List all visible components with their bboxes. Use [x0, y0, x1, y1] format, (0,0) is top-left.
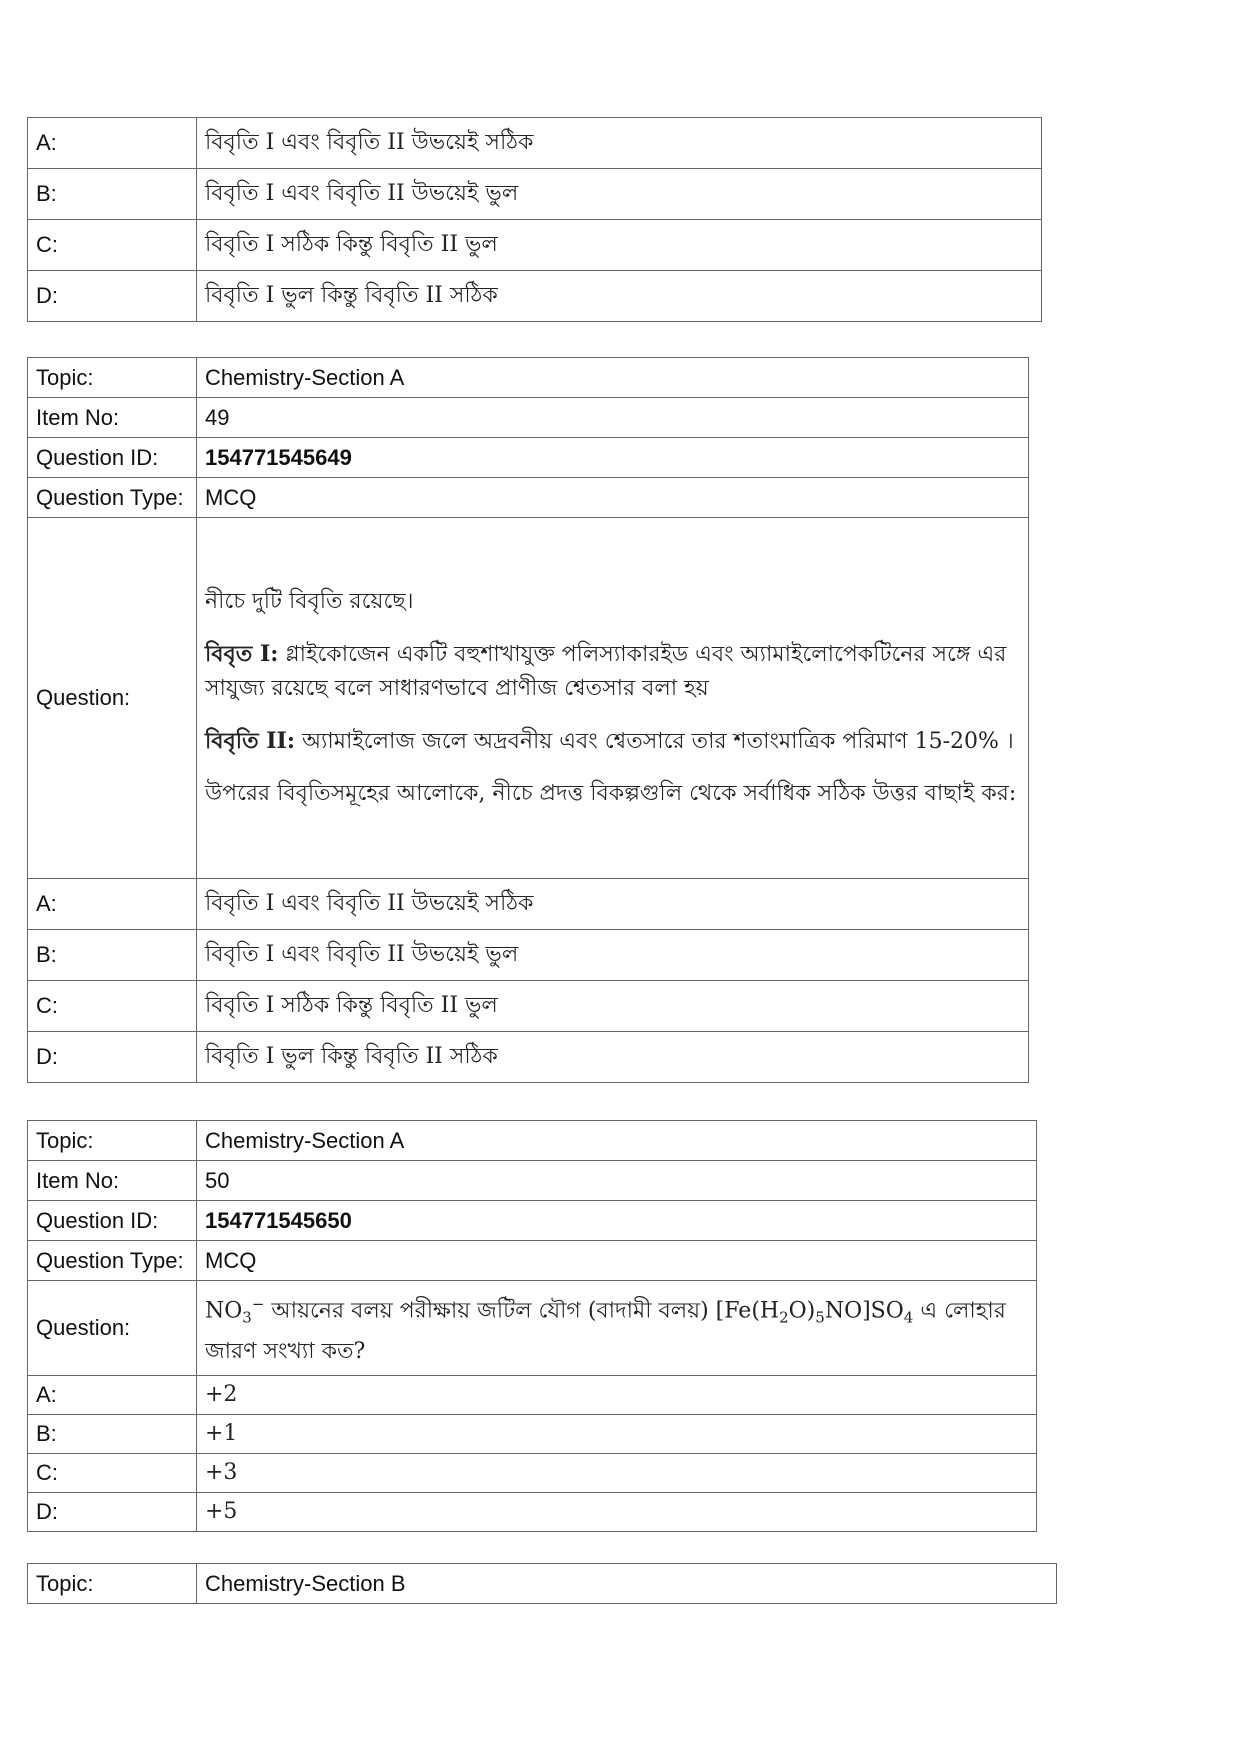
- option-row-d: [28, 271, 1042, 322]
- question-id-value: 154771545649: [197, 438, 1029, 478]
- question-label: Question:: [28, 1281, 197, 1376]
- topic-row: [28, 358, 1029, 398]
- option-label: A:: [28, 1375, 197, 1414]
- statement-1: [205, 637, 1020, 706]
- option-row-a: [28, 1375, 1037, 1414]
- option-text: বিবৃতি I সঠিক কিন্তু বিবৃতি II ভুল: [197, 981, 1029, 1032]
- question-instruction: উপরের বিবৃতিসমূহের আলোকে, নীচে প্রদত্ত বিকল্পগুলি থেকে সর্বাধিক সঠিক উত্তর বাছাই কর:: [205, 781, 1017, 806]
- option-text: +2: [197, 1375, 1037, 1414]
- question-type-value: MCQ: [197, 1241, 1037, 1281]
- question-type-value: MCQ: [197, 478, 1029, 518]
- question-id-value: 154771545650: [197, 1201, 1037, 1241]
- option-row-c: [28, 981, 1029, 1032]
- option-text: +3: [197, 1453, 1037, 1492]
- option-row-d: [28, 1032, 1029, 1083]
- option-text: বিবৃতি I এবং বিবৃতি II উভয়েই সঠিক: [197, 118, 1042, 169]
- option-row-d: [28, 1492, 1037, 1531]
- option-label: C:: [28, 220, 197, 271]
- option-text: বিবৃতি I সঠিক কিন্তু বিবৃতি II ভুল: [197, 220, 1042, 271]
- topic-row: [28, 1564, 1057, 1604]
- option-label: D:: [28, 271, 197, 322]
- topic-label: Topic:: [28, 1121, 197, 1161]
- question-table-50: [27, 1120, 1037, 1532]
- question-row: [28, 518, 1029, 879]
- option-text: +5: [197, 1492, 1037, 1531]
- item-no-value: 49: [197, 398, 1029, 438]
- topic-value: Chemistry-Section A: [197, 1121, 1037, 1161]
- options-table-previous: [27, 117, 1042, 322]
- option-label: A:: [28, 118, 197, 169]
- question-text: [197, 1281, 1037, 1376]
- option-label: B:: [28, 1414, 197, 1453]
- item-no-label: Item No:: [28, 398, 197, 438]
- question-id-label: Question ID:: [28, 1201, 197, 1241]
- question-id-row: [28, 438, 1029, 478]
- option-text: বিবৃতি I ভুল কিন্তু বিবৃতি II সঠিক: [197, 271, 1042, 322]
- topic-row: [28, 1121, 1037, 1161]
- question-row: [28, 1281, 1037, 1376]
- option-label: A:: [28, 879, 197, 930]
- question-label: Question:: [28, 518, 197, 879]
- question-intro: নীচে দুটি বিবৃতি রয়েছে।: [205, 589, 414, 614]
- option-label: C:: [28, 981, 197, 1032]
- statement-1-heading: বিবৃত I:: [205, 641, 279, 667]
- question-table-next: [27, 1563, 1057, 1604]
- question-type-label: Question Type:: [28, 1241, 197, 1281]
- option-text: বিবৃতি I এবং বিবৃতি II উভয়েই ভুল: [197, 930, 1029, 981]
- option-row-c: [28, 1453, 1037, 1492]
- question-type-row: [28, 1241, 1037, 1281]
- option-text: বিবৃতি I ভুল কিন্তু বিবৃতি II সঠিক: [197, 1032, 1029, 1083]
- option-row-b: [28, 169, 1042, 220]
- option-text: বিবৃতি I এবং বিবৃতি II উভয়েই সঠিক: [197, 879, 1029, 930]
- topic-value: Chemistry-Section A: [197, 358, 1029, 398]
- item-no-row: [28, 1161, 1037, 1201]
- topic-label: Topic:: [28, 1564, 197, 1604]
- option-row-b: [28, 1414, 1037, 1453]
- topic-value: Chemistry-Section B: [197, 1564, 1057, 1604]
- option-label: B:: [28, 930, 197, 981]
- option-label: B:: [28, 169, 197, 220]
- item-no-label: Item No:: [28, 1161, 197, 1201]
- question-type-row: [28, 478, 1029, 518]
- question-body: $NO_3^-$ আয়নের বলয় পরীক্ষায় জটিল যৌগ (বাদামী বলয়) $[Fe(H_2O)_5NO]SO_4$ এ লোহার জারণ সংখ্যা কত?: [205, 1295, 1006, 1364]
- question-id-row: [28, 1201, 1037, 1241]
- option-row-b: [28, 930, 1029, 981]
- option-row-c: [28, 220, 1042, 271]
- option-label: D:: [28, 1032, 197, 1083]
- option-row-a: [28, 879, 1029, 930]
- option-row-a: [28, 118, 1042, 169]
- item-no-row: [28, 398, 1029, 438]
- option-label: D:: [28, 1492, 197, 1531]
- statement-1-text: গ্লাইকোজেন একটি বহুশাখাযুক্ত পলিস্যাকারইড এবং অ্যামাইলোপেকটিনের সঙ্গে এর সাযুজ্য রয়েছে বলে সাধারণভাবে প্রাণীজ শ্বেতসার বলা হয়: [205, 642, 1007, 701]
- statement-2: [205, 724, 1020, 759]
- statement-2-heading: বিবৃতি II:: [205, 728, 295, 754]
- question-table-49: [27, 357, 1029, 1083]
- question-id-label: Question ID:: [28, 438, 197, 478]
- statement-2-text: অ্যামাইলোজ জলে অদ্রবনীয় এবং শ্বেতসারে তার শতাংমাত্রিক পরিমাণ 15-20% ।: [294, 729, 1014, 754]
- question-type-label: Question Type:: [28, 478, 197, 518]
- option-text: +1: [197, 1414, 1037, 1453]
- item-no-value: 50: [197, 1161, 1037, 1201]
- option-text: বিবৃতি I এবং বিবৃতি II উভয়েই ভুল: [197, 169, 1042, 220]
- option-label: C:: [28, 1453, 197, 1492]
- question-text: [197, 518, 1029, 879]
- topic-label: Topic:: [28, 358, 197, 398]
